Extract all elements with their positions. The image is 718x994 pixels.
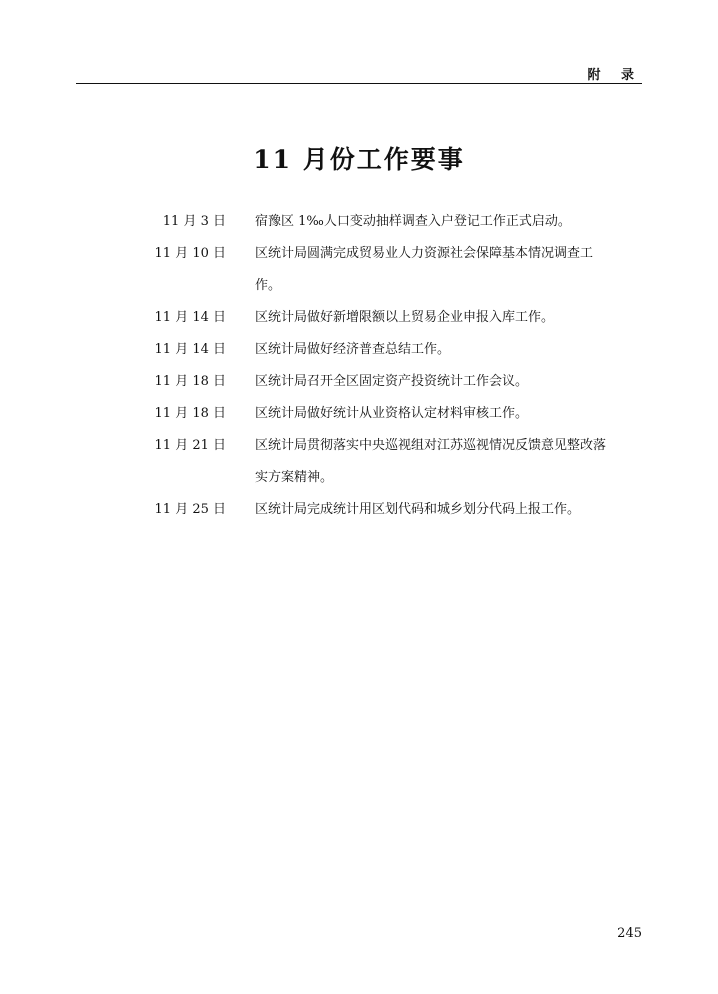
event-text: 宿豫区 1‰人口变动抽样调查入户登记工作正式启动。 — [255, 214, 571, 229]
event-text: 区统计局圆满完成贸易业人力资源社会保障基本情况调查工作。 — [255, 246, 594, 293]
event-date: 11 月 18 日 — [154, 406, 226, 421]
event-text: 区统计局做好统计从业资格认定材料审核工作。 — [255, 406, 529, 421]
page-title: 11 月份工作要事 — [253, 145, 465, 174]
event-text: 区统计局召开全区固定资产投资统计工作会议。 — [255, 374, 529, 389]
event-item — [0, 366, 718, 398]
event-item — [0, 238, 718, 302]
event-date: 11 月 10 日 — [154, 246, 226, 261]
event-date: 11 月 21 日 — [154, 438, 226, 453]
header-rule — [76, 83, 642, 84]
running-header: 附 录 — [587, 68, 642, 83]
event-text: 区统计局贯彻落实中央巡视组对江苏巡视情况反馈意见整改落实方案精神。 — [255, 438, 607, 485]
event-item — [0, 334, 718, 366]
event-item — [0, 398, 718, 430]
event-text: 区统计局做好新增限额以上贸易企业申报入库工作。 — [255, 310, 555, 325]
event-date: 11 月 25 日 — [154, 502, 226, 517]
event-list — [0, 206, 718, 526]
event-item — [0, 302, 718, 334]
page-number: 245 — [617, 926, 642, 941]
event-text: 区统计局做好经济普查总结工作。 — [255, 342, 451, 357]
event-item — [0, 494, 718, 526]
event-item — [0, 430, 718, 494]
event-date: 11 月 14 日 — [154, 310, 226, 325]
event-date: 11 月 14 日 — [154, 342, 226, 357]
event-text: 区统计局完成统计用区划代码和城乡划分代码上报工作。 — [255, 502, 581, 517]
event-date: 11 月 18 日 — [154, 374, 226, 389]
event-date: 11 月 3 日 — [162, 214, 226, 229]
event-item — [0, 206, 718, 238]
